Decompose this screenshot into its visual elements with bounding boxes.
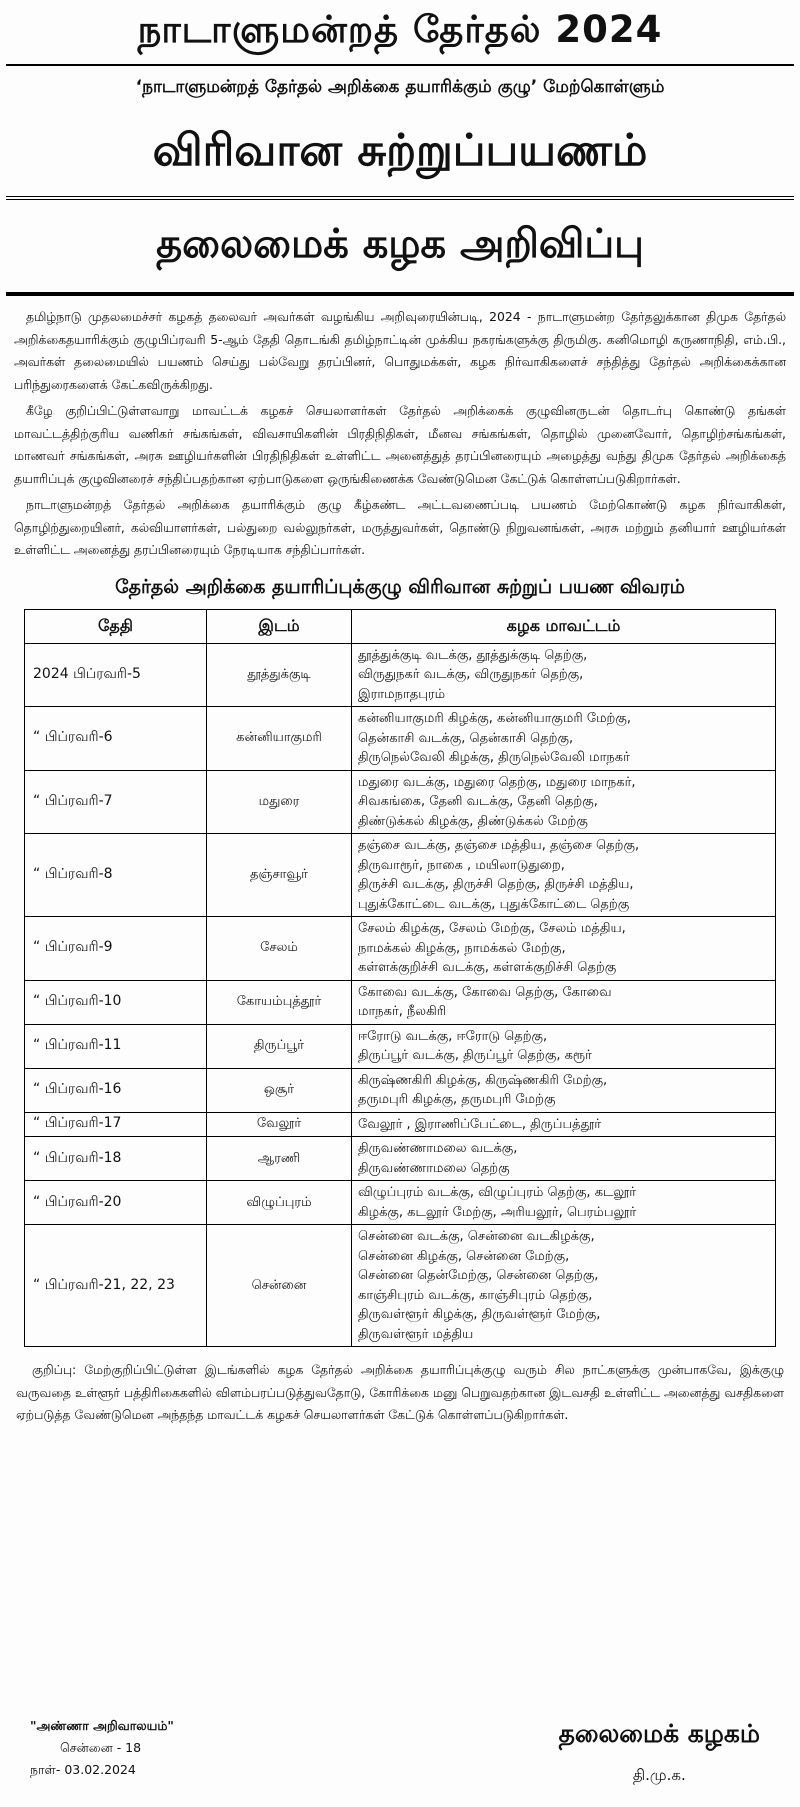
schedule-header-row (25, 609, 776, 643)
schedule-districts (352, 1068, 776, 1112)
schedule-place: ஒசூர் (207, 1068, 352, 1112)
district-line: நாமக்கல் கிழக்கு, நாமக்கல் மேற்கு, (358, 940, 566, 956)
organization-name: தலைமைக் கழகம் (558, 1719, 760, 1748)
district-line: திருநெல்வேலி கிழக்கு, திருநெல்வேலி மாநகர் (358, 750, 630, 765)
district-line: தருமபுரி கிழக்கு, தருமபுரி மேற்கு (358, 1092, 556, 1107)
table-row (25, 1068, 776, 1112)
district-line: கிழக்கு, கடலூர் மேற்கு, அரியலூர், பெரம்பலூர் (358, 1204, 637, 1220)
schedule-table (24, 609, 776, 1348)
table-row (25, 917, 776, 981)
schedule-date: “ பிப்ரவரி-18 (25, 1137, 207, 1181)
body-paragraph-2: கீழே குறிப்பிட்டுள்ளவாறு மாவட்டக் கழகச் செயலாளர்கள் தேர்தல் அறிக்கைக் குழுவினருடன் தொடர்பு கொண்டு தங்கள் மாவட்டத்திற்குரிய வணிகர் சங்கங்கள், விவசாயிகளின் பிரதிநிதிகள், மீனவ சங்கங்கள், தொழில் முனைவோர், தொழிற்சங்கங்கள், மாணவர் சங்கங்கள், அரசு ஊழியர்களின் பிரதிநிதிகள் உள்ளிட்ட அனைத்துத் தரப்பினரையும் அழைத்து வந்து திமுக தேர்தல் அறிக்கைத் தயாரிப்புக் குழுவினரைச் சந்திப்பதற்கான ஏற்பாடுகளை ஒருங்கிணைக்க வேண்டுமென கேட்டுக் கொள்ளப்படுகிறார்கள். (14, 403, 786, 486)
district-line: மதுரை வடக்கு, மதுரை தெற்கு, மதுரை மாநகர், (358, 774, 636, 790)
schedule-date: “ பிப்ரவரி-7 (25, 770, 207, 834)
schedule-date: “ பிப்ரவரி-10 (25, 980, 207, 1024)
district-line: கன்னியாகுமரி கிழக்கு, கன்னியாகுமரி மேற்கு, (358, 711, 631, 726)
table-row (25, 707, 776, 771)
schedule-place: சென்னை (207, 1225, 352, 1347)
schedule-districts (352, 1225, 776, 1347)
table-row (25, 643, 776, 707)
district-line: விழுப்புரம் வடக்கு, விழுப்புரம் தெற்கு, கடலூர் (358, 1185, 637, 1200)
schedule-districts (352, 707, 776, 771)
district-line: சேலம் கிழக்கு, சேலம் மேற்கு, சேலம் மத்திய, (358, 921, 626, 936)
district-line: விருதுநகர் வடக்கு, விருதுநகர் தெற்கு, (358, 667, 584, 682)
district-line: தூத்துக்குடி வடக்கு, தூத்துக்குடி தெற்கு, (358, 647, 588, 663)
schedule-date: “ பிப்ரவரி-9 (25, 917, 207, 981)
address-line-1: "அண்ணா அறிவாலயம்" (30, 1718, 174, 1733)
district-line: திருப்பூர் வடக்கு, திருப்பூர் தெற்கு, கரூர் (358, 1048, 592, 1063)
district-line: திருவாரூர், நாகை , மயிலாடுதுறை, (358, 857, 565, 873)
schedule-date: “ பிப்ரவரி-11 (25, 1024, 207, 1068)
announcement-title: தலைமைக் கழக அறிவிப்பு (6, 196, 794, 294)
district-line: புதுக்கோட்டை வடக்கு, புதுக்கோட்டை தெற்கு (358, 896, 630, 912)
footer-signature (559, 1719, 760, 1786)
tour-title: விரிவான சுற்றுப்பயணம் (152, 124, 648, 176)
schedule-date: “ பிப்ரவரி-17 (25, 1112, 207, 1137)
district-line: திருவள்ளூர் கிழக்கு, திருவள்ளூர் மேற்கு, (358, 1307, 601, 1322)
schedule-place: வேலூர் (207, 1112, 352, 1137)
district-line: தென்காசி வடக்கு, தென்காசி தெற்கு, (358, 730, 574, 746)
district-line: மாநகர், நீலகிரி (358, 1004, 447, 1019)
district-line: சென்னை கிழக்கு, சென்னை மேற்கு, (358, 1248, 570, 1264)
schedule-place: கோயம்புத்தூர் (207, 980, 352, 1024)
district-line: கிருஷ்ணகிரி கிழக்கு, கிருஷ்ணகிரி மேற்கு, (358, 1072, 608, 1088)
schedule-districts (352, 643, 776, 707)
schedule-date: “ பிப்ரவரி-21, 22, 23 (25, 1225, 207, 1347)
address-line-2: சென்னை - 18 (60, 1740, 142, 1755)
note-label: குறிப்பு: (32, 1362, 77, 1377)
schedule-place: விழுப்புரம் (207, 1181, 352, 1225)
notice-footer (0, 1707, 800, 1807)
schedule-place: ஆரணி (207, 1137, 352, 1181)
district-line: திருவண்ணாமலை வடக்கு, (358, 1141, 518, 1156)
schedule-place: தஞ்சாவூர் (207, 834, 352, 917)
schedule-place: திருப்பூர் (207, 1024, 352, 1068)
schedule-districts (352, 980, 776, 1024)
election-title: நாடாளுமன்றத் தேர்தல் 2024 (6, 0, 794, 66)
schedule-heading: தேர்தல் அறிக்கை தயாரிப்புக்குழு விரிவான சுற்றுப் பயண விவரம் (115, 575, 685, 598)
table-row (25, 834, 776, 917)
notice-body (6, 296, 794, 562)
district-line: திருவள்ளூர் மத்திய (358, 1326, 474, 1342)
notice-banner (6, 0, 794, 296)
schedule-districts (352, 834, 776, 917)
district-line: கள்ளக்குறிச்சி வடக்கு, கள்ளக்குறிச்சி தெற்கு (358, 960, 617, 975)
district-line: சிவகங்கை, தேனி வடக்கு, தேனி தெற்கு, (358, 794, 598, 809)
schedule-place: சேலம் (207, 917, 352, 981)
district-line: கோவை வடக்கு, கோவை தெற்கு, கோவை (358, 984, 612, 1000)
schedule-place: மதுரை (207, 770, 352, 834)
district-line: திருவண்ணாமலை தெற்கு (358, 1160, 510, 1176)
table-row (25, 1024, 776, 1068)
notice-date: நாள்- 03.02.2024 (30, 1762, 136, 1777)
table-row (25, 1112, 776, 1137)
party-name: தி.மு.க. (632, 1766, 686, 1784)
column-header-date: தேதி (25, 609, 207, 643)
district-line: வேலூர் , இராணிப்பேட்டை, திருப்பத்தூர் (358, 1116, 602, 1132)
column-header-districts: கழக மாவட்டம் (352, 609, 776, 643)
table-row (25, 1225, 776, 1347)
column-header-place: இடம் (207, 609, 352, 643)
table-row (25, 1181, 776, 1225)
schedule-body (25, 643, 776, 1347)
district-line: ஈரோடு வடக்கு, ஈரோடு தெற்கு, (358, 1028, 548, 1044)
table-row (25, 980, 776, 1024)
footer-address (30, 1715, 174, 1781)
committee-subtitle: ‘நாடாளுமன்றத் தேர்தல் அறிக்கை தயாரிக்கும் குழு’ மேற்கொள்ளும் (135, 77, 665, 97)
schedule-districts (352, 917, 776, 981)
schedule-place: கன்னியாகுமரி (207, 707, 352, 771)
schedule-districts (352, 1112, 776, 1137)
schedule-districts (352, 1137, 776, 1181)
district-line: சென்னை தென்மேற்கு, சென்னை தெற்கு, (358, 1268, 599, 1283)
table-row (25, 770, 776, 834)
schedule-date: “ பிப்ரவரி-8 (25, 834, 207, 917)
district-line: சென்னை வடக்கு, சென்னை வடகிழக்கு, (358, 1229, 595, 1244)
schedule-date: “ பிப்ரவரி-16 (25, 1068, 207, 1112)
schedule-districts (352, 1024, 776, 1068)
district-line: தஞ்சை வடக்கு, தஞ்சை மத்திய, தஞ்சை தெற்கு, (358, 838, 640, 853)
table-row (25, 1137, 776, 1181)
schedule-place: தூத்துக்குடி (207, 643, 352, 707)
district-line: திருச்சி வடக்கு, திருச்சி தெற்கு, திருச்சி மத்திய, (358, 877, 634, 892)
district-line: இராமநாதபுரம் (358, 686, 446, 702)
note-section (6, 1347, 794, 1427)
schedule-date: 2024 பிப்ரவரி-5 (25, 643, 207, 707)
body-paragraph-3: நாடாளுமன்றத் தேர்தல் அறிக்கை தயாரிக்கும் குழு கீழ்கண்ட அட்டவணைப்படி பயணம் மேற்கொண்டு கழக நிர்வாகிகள், தொழிற்துறையினர், கல்வியாளர்கள், பல்துறை வல்லுநர்கள், மருத்துவர்கள், தொண்டு நிறுவனங்கள், அரசு மற்றும் தனியார் ஊழியர்கள் உள்ளிட்ட அனைத்து தரப்பினரையும் நேரடியாக சந்திப்பார்கள். (14, 497, 786, 557)
district-line: திண்டுக்கல் கிழக்கு, திண்டுக்கல் மேற்கு (358, 813, 588, 829)
note-text: மேற்குறிப்பிட்டுள்ள இடங்களில் கழக தேர்தல் அறிக்கை தயாரிப்புக்குழு வரும் சில நாட்களுக்கு முன்பாகவே, இக்குழு வருவதை உள்ளூர் பத்திரிகைகளில் விளம்பரப்படுத்துவதோடு, கோரிக்கை மனு பெறுவதற்கான இடவசதி உள்ளிட்ட அனைத்து வசதிகளை ஏற்படுத்த வேண்டுமென அந்தந்த மாவட்டக் கழகச் செயலாளர்கள் கேட்டுக் கொள்ளப்படுகிறார்கள். (16, 1362, 784, 1422)
schedule-districts (352, 1181, 776, 1225)
schedule-date: “ பிப்ரவரி-20 (25, 1181, 207, 1225)
schedule-districts (352, 770, 776, 834)
body-paragraph-1: தமிழ்நாடு முதலமைச்சர் கழகத் தலைவர் அவர்கள் வழங்கிய அறிவுரையின்படி, 2024 - நாடாளுமன்ற தேர்தலுக்கான திமுக தேர்தல் அறிக்கைதயாரிக்கும் குழுபிப்ரவரி 5-ஆம் தேதி தொடங்கி தமிழ்நாட்டின் முக்கிய நகரங்களுக்கு திருமிகு. கனிமொழி கருணாநிதி, எம்.பி., அவர்கள் தலைமையில் பயணம் செய்து பல்வேறு தரப்பினர், பொதுமக்கள், கழக நிர்வாகிகளைச் சந்தித்து தேர்தல் அறிக்கைக்கான பரிந்துரைகளைக் கேட்கவிருக்கிறது. (14, 309, 786, 392)
schedule-date: “ பிப்ரவரி-6 (25, 707, 207, 771)
district-line: காஞ்சிபுரம் வடக்கு, காஞ்சிபுரம் தெற்கு, (358, 1287, 593, 1303)
